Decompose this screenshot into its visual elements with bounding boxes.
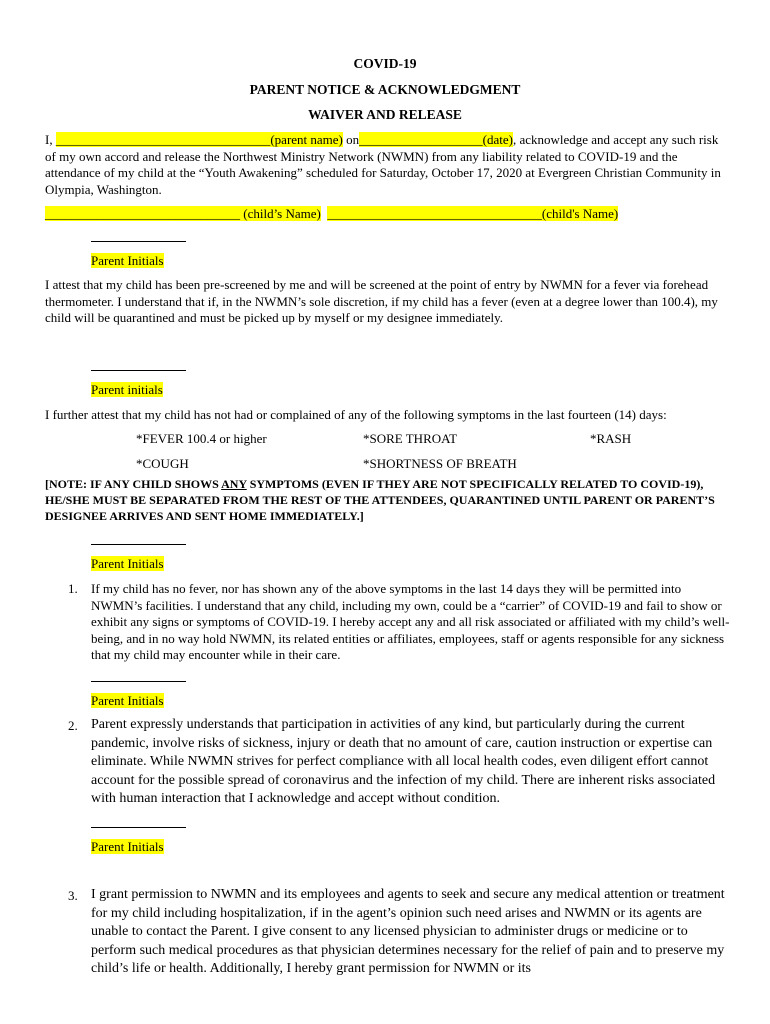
parent-initials-label-2 [91, 382, 163, 398]
parent-initials-text-3: Parent Initials [91, 556, 164, 571]
parent-initials-label-1 [91, 253, 164, 269]
parent-initials-label-5 [91, 839, 164, 855]
item-2-number: 2. [68, 718, 78, 733]
symptom-fever: *FEVER 100.4 or higher [136, 431, 267, 446]
intro-paragraph [45, 132, 730, 198]
parent-name-blank: _________________________________ [55, 132, 271, 147]
parent-name-field[interactable] [56, 132, 343, 147]
item-3-text: I grant permission to NWMN and its employees and agents to seek and secure any medical attention or treatment for my child including hospitalization, if in the agent’s opinion such need arises and NWMN or its agents are unable to contact the Parent. I give consent to any licensed physician to administer drugs or medicine or to perform such medical procedures as that physician determines necessary for the relief of pain and to preserve my child’s life or health. Additionally, I hereby grant permission for NWMN or its [91, 887, 725, 976]
initials-line-1[interactable] [91, 241, 186, 242]
intro-prefix: I, [45, 132, 56, 147]
parent-initials-text-4: Parent Initials [91, 693, 164, 708]
parent-initials-text-1: Parent Initials [91, 253, 164, 268]
note-any: ANY [221, 477, 247, 491]
date-field[interactable] [359, 132, 513, 147]
initials-line-3[interactable] [91, 544, 186, 545]
initials-line-5[interactable] [91, 827, 186, 828]
note-part-2: SYMPTOMS (EVEN IF THEY ARE NOT SPECIFICALLY RELATED TO COVID-19), HE/SHE MUST BE SEPARATED FROM THE REST OF THE ATTENDEES, QUARANTINED UNTIL PARENT OR PARENT’S DESIGNEE ARRIVES AND SENT HOME IMMEDIATELY.] [45, 477, 715, 523]
symptoms-intro: I further attest that my child has not had or complained of any of the following symptoms in the last fourteen (14) days: [45, 407, 667, 422]
doc-subtitle: PARENT NOTICE & ACKNOWLEDGMENT [249, 82, 521, 97]
parent-initials-label-3 [91, 556, 164, 572]
intro-body: , acknowledge and accept any such risk of my own accord and release the Northwest Ministry Network (NWMN) from any liability related to COVID-19 and the attendance of my child at the “Youth Awakening” scheduled for Saturday, October 17, 2020 at Evergreen Christian Community in Olympia, Washington. [45, 132, 721, 197]
fever-paragraph: I attest that my child has been pre-screened by me and will be screened at the point of entry by NWMN for a fever via forehead thermometer. I understand that if, in the NWMN’s sole discretion, if my child has a fever (even at a degree lower than 100.4), my child will be quarantined and must be picked up by myself or my designee immediately. [45, 277, 718, 325]
item-1-text: If my child has no fever, nor has shown any of the above symptoms in the last 14 days they will be permitted into NWMN’s facilities. I understand that any child, including my own, could be a “carrier” of COVID-19 and fail to show or exhibit any signs or symptoms of COVID-19. I hereby accept any and all risk associated or affiliated with my child’s well-being, and in no way hold NWMN, its related entities or affiliates, employees, staff or agents responsible for any sickness that my child may encounter while in their care. [91, 581, 730, 662]
item-2-text: Parent expressly understands that participation in activities of any kind, but particularly during the current pandemic, involve risks of sickness, injury or death that no amount of care, caution instruction or expertise can eliminate. While NWMN strives for perfect compliance with all local health codes, even diligent effort cannot account for the possible spread of coronavirus and the infection of my child. There are inherent risks associated with human interaction that I acknowledge and accept without condition. [91, 717, 716, 806]
child-name-line [45, 206, 730, 223]
date-blank: ___________________ [359, 132, 483, 147]
note-paragraph [45, 476, 730, 524]
doc-subtitle-2: WAIVER AND RELEASE [308, 107, 462, 122]
doc-title: COVID-19 [353, 56, 417, 71]
symptom-sore-throat: *SORE THROAT [363, 431, 458, 446]
initials-line-4[interactable] [91, 681, 186, 682]
parent-name-label: (parent name) [270, 132, 343, 147]
parent-initials-text-2: Parent initials [91, 382, 163, 397]
symptom-shortness-of-breath: *SHORTNESS OF BREATH [363, 456, 517, 471]
parent-initials-text-5: Parent Initials [91, 839, 164, 854]
note-part-1: [NOTE: IF ANY CHILD SHOWS [45, 477, 222, 491]
item-3-number: 3. [68, 888, 78, 903]
date-label: (date) [482, 132, 513, 147]
child-name-field-2[interactable]: _________________________________(child's Name) [327, 206, 619, 221]
initials-line-2[interactable] [91, 370, 186, 371]
item-1-number: 1. [68, 581, 78, 596]
symptom-cough: *COUGH [136, 456, 189, 471]
intro-on: on [342, 132, 360, 147]
symptom-rash: *RASH [590, 431, 632, 446]
parent-initials-label-4 [91, 693, 164, 709]
child-name-field-1[interactable]: ______________________________ (child’s Name) [45, 206, 321, 221]
